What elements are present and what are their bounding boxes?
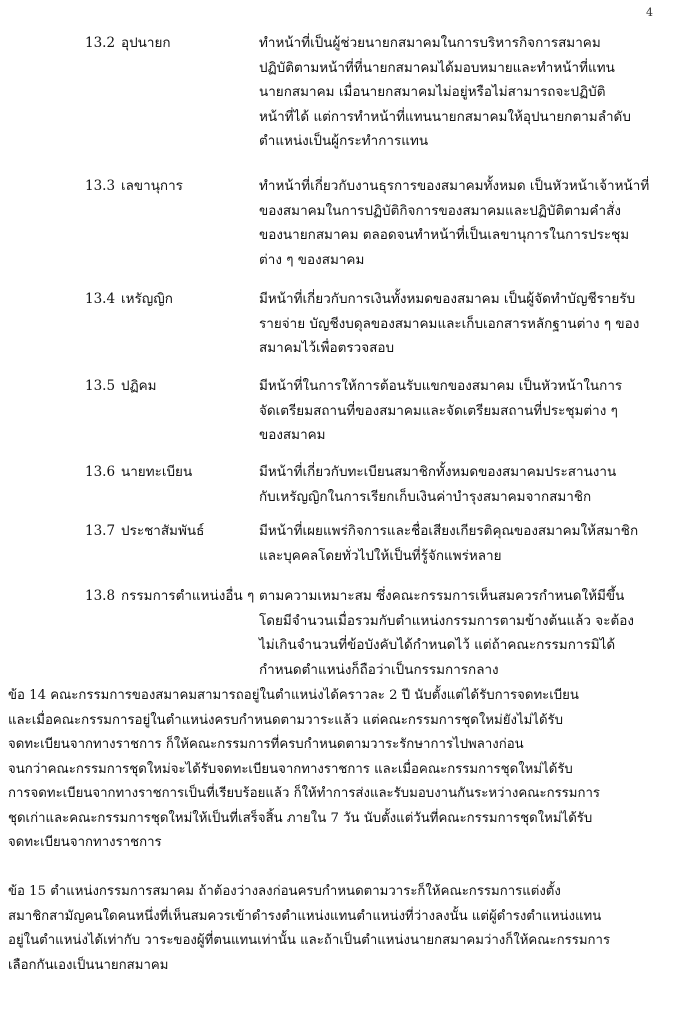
clause-line: อยู่ในตำแหน่งได้เท่ากับ วาระของผู้ที่ตนแทนเท่านั้น และถ้าเป็นตำแหน่งนายกสมาคมว่างก็ให้คณะกรรมการ bbox=[8, 933, 611, 948]
section-number: 13.7 bbox=[85, 523, 116, 539]
page-number: 4 bbox=[646, 6, 653, 19]
section-number: 13.2 bbox=[85, 35, 116, 51]
section-number: 13.6 bbox=[85, 464, 116, 480]
body-line: และบุคคลโดยทั่วไปให้เป็นที่รู้จักแพร่หลาย bbox=[259, 547, 502, 564]
section-number: 13.5 bbox=[85, 378, 116, 394]
section-title: นายทะเบียน bbox=[121, 464, 193, 480]
body-line: มีหน้าที่เผยแพร่กิจการและชื่อเสียงเกียรติคุณของสมาคมให้สมาชิก bbox=[259, 523, 639, 539]
body-line: ของนายกสมาคม ตลอดจนทำหน้าที่เป็นเลขานุการในการประชุม bbox=[259, 227, 630, 243]
clause-line: และเมื่อคณะกรรมการอยู่ในตำแหน่งครบกำหนดตามวาระแล้ว แต่คณะกรรมการชุดใหม่ยังไม่ได้รับ bbox=[8, 712, 564, 728]
clause-line: การจดทะเบียนจากทางราชการเป็นที่เรียบร้อยแล้ว ก็ให้ทำการส่งและรับมอบงานกันระหว่างคณะกรรมการ bbox=[8, 786, 601, 801]
clause-line: จนกว่าคณะกรรมการชุดใหม่จะได้รับจดทะเบียนจากทางราชการ และเมื่อคณะกรรมการชุดใหม่ได้รับ bbox=[8, 761, 573, 777]
body-line: มีหน้าที่เกี่ยวกับการเงินทั้งหมดของสมาคม เป็นผู้จัดทำบัญชีรายรับ bbox=[259, 291, 636, 307]
clause-line: สมาชิกสามัญคนใดคนหนึ่งที่เห็นสมควรเข้าดำรงตำแหน่งแทนตำแหน่งที่ว่างลงนั้น แต่ผู้ดำรงตำแหน่งแทน bbox=[8, 908, 602, 924]
body-line: มีหน้าที่เกี่ยวกับทะเบียนสมาชิกทั้งหมดของสมาคมประสานงาน bbox=[259, 464, 617, 480]
body-line: ปฏิบัติตามหน้าที่ที่นายกสมาคมได้มอบหมายและทำหน้าที่แทน bbox=[259, 59, 615, 76]
body-line: ต่าง ๆ ของสมาคม bbox=[259, 251, 365, 268]
body-line: ทำหน้าที่เป็นผู้ช่วยนายกสมาคมในการบริหารกิจการสมาคม bbox=[259, 35, 601, 51]
section-title: กรรมการตำแหน่งอื่น ๆ bbox=[121, 588, 255, 604]
body-line: ตามความเหมาะสม ซึ่งคณะกรรมการเห็นสมควรกำหนดให้มีขึ้น bbox=[259, 588, 625, 604]
section-body bbox=[259, 287, 659, 361]
body-line: ไม่เกินจำนวนที่ข้อบังคับได้กำหนดไว้ แต่ถ้าคณะกรรมการมิได้ bbox=[259, 637, 616, 653]
section-body bbox=[259, 519, 659, 568]
clause-line: ชุดเก่าและคณะกรรมการชุดใหม่ให้เป็นที่เสร็จสิ้น ภายใน 7 วัน นับตั้งแต่วันที่คณะกรรมการชุดใหม่ได้รับ bbox=[8, 810, 593, 826]
body-line: ของสมาคม bbox=[259, 427, 326, 443]
section-number: 13.3 bbox=[85, 178, 116, 194]
body-line: หน้าที่ได้ แต่การทำหน้าที่แทนนายกสมาคมให้อุปนายกตามลำดับ bbox=[259, 108, 631, 125]
body-line: กำหนดตำแหน่งก็ถือว่าเป็นกรรมการกลาง bbox=[259, 661, 499, 678]
body-line: โดยมีจำนวนเมื่อรวมกับตำแหน่งกรรมการตามข้างต้นแล้ว จะต้อง bbox=[259, 612, 634, 629]
section-title: เลขานุการ bbox=[121, 178, 183, 194]
clause-line: เลือกกันเองเป็นนายกสมาคม bbox=[8, 957, 169, 973]
section-title: ปฏิคม bbox=[121, 378, 157, 394]
section-body bbox=[259, 584, 659, 682]
body-line: ของสมาคมในการปฏิบัติกิจการของสมาคมและปฏิบัติตามคำสั่ง bbox=[259, 202, 621, 219]
section-body bbox=[259, 174, 659, 272]
body-line: มีหน้าที่ในการให้การต้อนรับแขกของสมาคม เป็นหัวหน้าในการ bbox=[259, 378, 623, 394]
body-line: นายกสมาคม เมื่อนายกสมาคมไม่อยู่หรือไม่สามารถจะปฏิบัติ bbox=[259, 84, 606, 100]
body-line: รายจ่าย บัญชีงบดุลของสมาคมและเก็บเอกสารหลักฐานต่าง ๆ ของ bbox=[259, 315, 640, 332]
section-number: 13.8 bbox=[85, 588, 116, 604]
section-body bbox=[259, 460, 659, 509]
body-line: จัดเตรียมสถานที่ของสมาคมและจัดเตรียมสถานที่ประชุมต่าง ๆ bbox=[259, 402, 618, 419]
section-body bbox=[259, 31, 659, 154]
body-line: กับเหรัญญิกในการเรียกเก็บเงินค่าบำรุงสมาคมจากสมาชิก bbox=[259, 488, 592, 505]
body-line: ทำหน้าที่เกี่ยวกับงานธุรการของสมาคมทั้งหมด เป็นหัวหน้าเจ้าหน้าที่ bbox=[259, 178, 650, 194]
clause-15 bbox=[0, 880, 675, 978]
clause-14 bbox=[0, 684, 675, 856]
section-number: 13.4 bbox=[85, 291, 116, 307]
section-title: ประชาสัมพันธ์ bbox=[121, 523, 205, 539]
clause-line: ข้อ 15 ตำแหน่งกรรมการสมาคม ถ้าต้องว่างลงก่อนครบกำหนดตามวาระก็ให้คณะกรรมการแต่งตั้ง bbox=[8, 884, 561, 899]
clause-line: จดทะเบียนจากทางราชการ ก็ให้คณะกรรมการที่ครบกำหนดตามวาระรักษาการไปพลางก่อน bbox=[8, 737, 524, 752]
section-title: อุปนายก bbox=[121, 35, 171, 51]
body-line: ตำแหน่งเป็นผู้กระทำการแทน bbox=[259, 133, 429, 149]
body-line: สมาคมไว้เพื่อตรวจสอบ bbox=[259, 340, 395, 356]
clause-line: ข้อ 14 คณะกรรมการของสมาคมสามารถอยู่ในตำแหน่งได้คราวละ 2 ปี นับตั้งแต่ได้รับการจดทะเบียน bbox=[8, 688, 579, 703]
section-body bbox=[259, 374, 659, 448]
clause-line: จดทะเบียนจากทางราชการ bbox=[8, 835, 162, 850]
section-title: เหรัญญิก bbox=[121, 291, 173, 307]
